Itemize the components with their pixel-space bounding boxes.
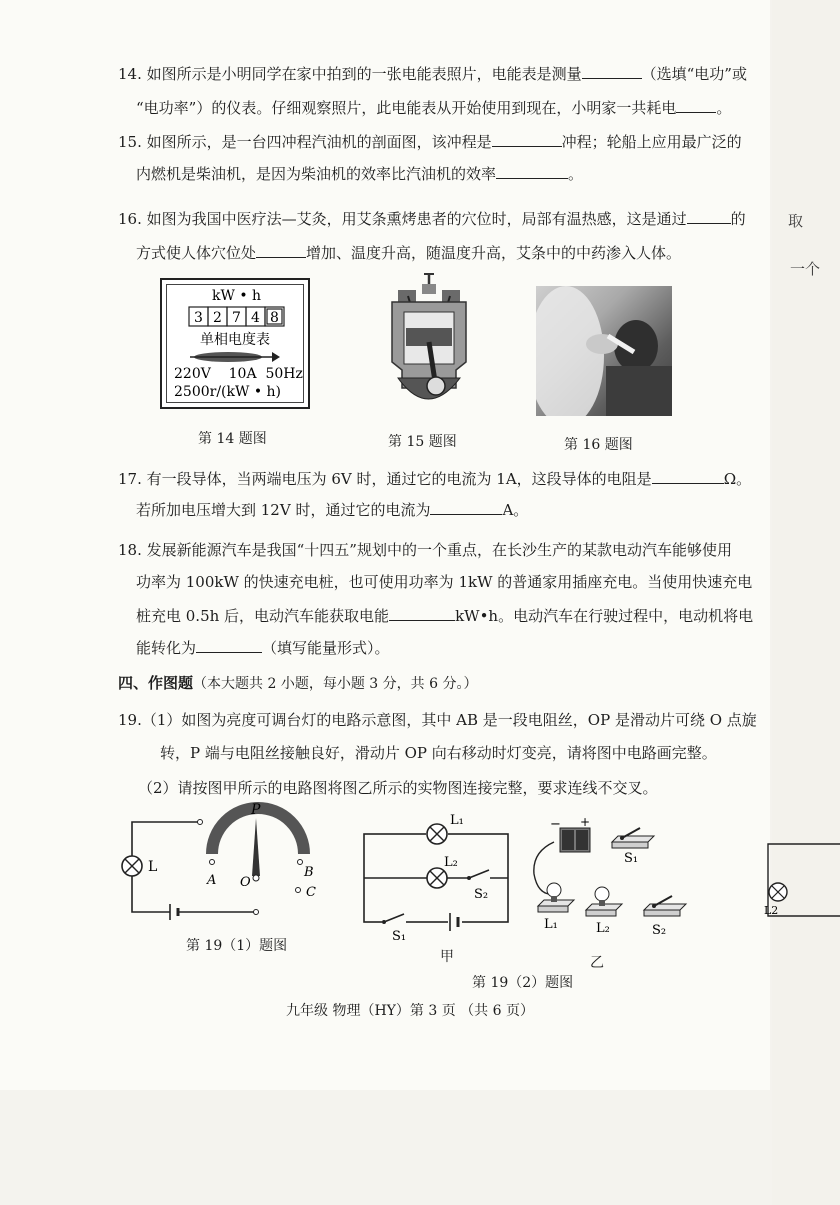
q17-tail1: Ω。 [723,470,752,488]
q18-tail3: kW•h。电动汽车在行驶过程中，电动机将电 [455,607,754,625]
lamp-l2-physical-icon [586,887,622,916]
meter-unit: kW • h [212,288,262,304]
bleed-circuit-fragment [756,840,840,918]
q19-part1-line2: 转，P 端与电阻丝接触良好，滑动片 OP 向右移动时灯变亮，请将图中电路画完整。 [160,744,717,762]
meter-drawing [160,278,310,408]
meter-spec-1: 220V 10A 50Hz [174,366,303,382]
q18-line2: 功率为 100kW 的快速充电桩，也可使用功率为 1kW 的普通家用插座充电。当使用快速充电 [136,573,753,591]
caption-fig19-2: 第 19（2）题图 [472,975,574,991]
label-p: P [251,802,261,818]
q15-blank1[interactable] [492,132,562,147]
spark-plug-icon [422,274,436,294]
section4-note: （本大题共 2 小题，每小题 3 分，共 6 分。） [193,676,478,692]
terminal-b [298,860,303,865]
moxibustion-photo [536,286,672,416]
label-c: C [306,885,316,900]
q17-line1 [118,469,751,489]
q16-line1 [118,209,746,229]
meter-digit-5: 8 [270,310,279,326]
bleed-text-qu: 取 [788,212,804,230]
q15-blank2[interactable] [496,164,568,179]
meter-digit-3: 7 [232,310,241,326]
label-o: O [240,875,251,890]
circuit-19-1-figure [112,800,322,930]
lamp-l2-icon [427,868,447,888]
q14-text2: “电功率”）的仪表。仔细观察照片，此电能表从开始使用到现在，小明家一共耗电 [136,99,677,117]
label-l1: L₁ [450,813,464,828]
q15-text1: 15. 如图所示，是一台四冲程汽油机的剖面图，该冲程是 [118,133,492,151]
caption-fig14: 第 14 题图 [198,431,267,447]
q18-text4: 能转化为 [136,639,197,657]
q16-tail1: 的 [730,210,746,228]
meter-digit-4: 4 [251,310,260,326]
q14-blank1[interactable] [582,64,642,79]
crankshaft-icon [427,377,445,395]
q15-tail2: 。 [568,165,584,183]
meter-disk-arrow-icon [190,352,280,362]
lamp-l1-icon [427,824,447,844]
physical-label-l2: L₂ [596,921,610,936]
pivot-o [253,875,259,881]
meter-digit-2: 2 [213,310,222,326]
q18-blank1[interactable] [389,606,455,621]
caption-jia: 甲 [440,949,454,965]
bleed-label-l2: L2 [764,904,779,917]
circuit-19-2-physical [524,812,700,952]
q17-text2: 若所加电压增大到 12V 时，通过它的电流为 [136,501,431,519]
switch-s1-physical-icon [612,828,654,848]
q15-line1 [118,132,742,152]
bleed-text-yige: 一个 [790,260,821,278]
meter-name: 单相电度表 [200,332,270,348]
q17-blank2[interactable] [430,500,502,515]
q14-line2 [136,98,731,118]
section4-heading [118,673,477,694]
q18-line4 [136,638,390,658]
circuit-19-2-schematic [352,800,522,950]
q19-part1-line1: 19.（1）如图为亮度可调台灯的电路示意图，其中 AB 是一段电阻丝，OP 是滑动片可绕 O 点旋 [118,711,757,729]
lamp-l1-physical-icon [538,883,574,912]
slider-op [252,818,260,876]
terminal-c [296,888,301,893]
photo-silhouettes [536,286,672,416]
page-footer: 九年级 物理（HY）第 3 页 （共 6 页） [286,1003,534,1019]
q16-blank2[interactable] [256,243,306,258]
battery-pack-icon [560,828,590,852]
caption-yi: 乙 [590,955,604,971]
q16-text1: 16. 如图为我国中医疗法—艾灸，用艾条熏烤患者的穴位时，局部有温热感，这是通过 [118,210,687,228]
q16-blank1[interactable] [687,209,731,224]
label-s1: S₁ [392,929,407,944]
label-l: L [148,859,158,875]
caption-fig16: 第 16 题图 [564,437,633,453]
lamp-icon [122,856,142,876]
caption-fig15: 第 15 题图 [388,434,457,450]
q16-text2: 方式使人体穴位处 [136,244,257,262]
q18-tail4: （填写能量形式）。 [262,639,390,657]
q18-blank2[interactable] [196,638,262,653]
q14-line1 [118,64,747,84]
adjacent-page-margin [772,0,840,1205]
meter-digit-1: 3 [194,310,203,326]
terminal-top [198,820,203,825]
engine-cross-section-figure [378,270,478,420]
q15-text2: 内燃机是柴油机，是因为柴油机的效率比汽油机的效率 [136,165,497,183]
q14-tail1: （选填“电功”或 [641,65,747,83]
q17-blank1[interactable] [652,469,724,484]
label-s2: S₂ [474,887,489,902]
meter-spec-2: 2500r/(kW • h) [174,384,282,400]
q18-line3 [136,606,753,626]
q15-line2 [136,164,583,184]
q14-blank2[interactable] [676,98,716,113]
terminal-bottom [254,910,259,915]
battery-minus-label: − [550,817,561,832]
q17-text1: 17. 有一段导体，当两端电压为 6V 时，通过它的电流为 1A，这段导体的电阻是 [118,470,652,488]
q15-tail1: 冲程；轮船上应用最广泛的 [561,133,742,151]
q18-line1: 18. 发展新能源汽车是我国“十四五”规划中的一个重点，在长沙生产的某款电动汽车能够使用 [118,541,732,559]
q16-tail2: 增加、温度升高，随温度升高，艾条中的中药渗入人体。 [306,244,682,262]
caption-fig19-1: 第 19（1）题图 [186,938,288,954]
q14-tail2: 。 [716,99,732,117]
label-l2: L₂ [444,855,458,870]
q17-line2 [136,500,528,520]
label-a: A [207,873,217,888]
terminal-a [210,860,215,865]
q19-part2-line1: （2）请按图甲所示的电路图将图乙所示的实物图连接完整，要求连线不交叉。 [138,779,658,797]
section4-title: 四、作图题 [118,674,194,692]
q18-text3: 桩充电 0.5h 后，电动汽车能获取电能 [136,607,390,625]
battery-plus-label: + [580,815,591,829]
physical-label-l1: L₁ [544,917,558,932]
bleed-lamp-icon [769,883,787,901]
physical-label-s1: S₁ [624,851,639,866]
physical-label-s2: S₂ [652,923,667,938]
switch-s2-physical-icon [644,896,686,916]
q16-line2 [136,243,681,263]
q17-tail2: A。 [502,501,529,519]
q14-text1: 14. 如图所示是小明同学在家中拍到的一张电能表照片，电能表是测量 [118,65,582,83]
label-b: B [304,865,314,880]
